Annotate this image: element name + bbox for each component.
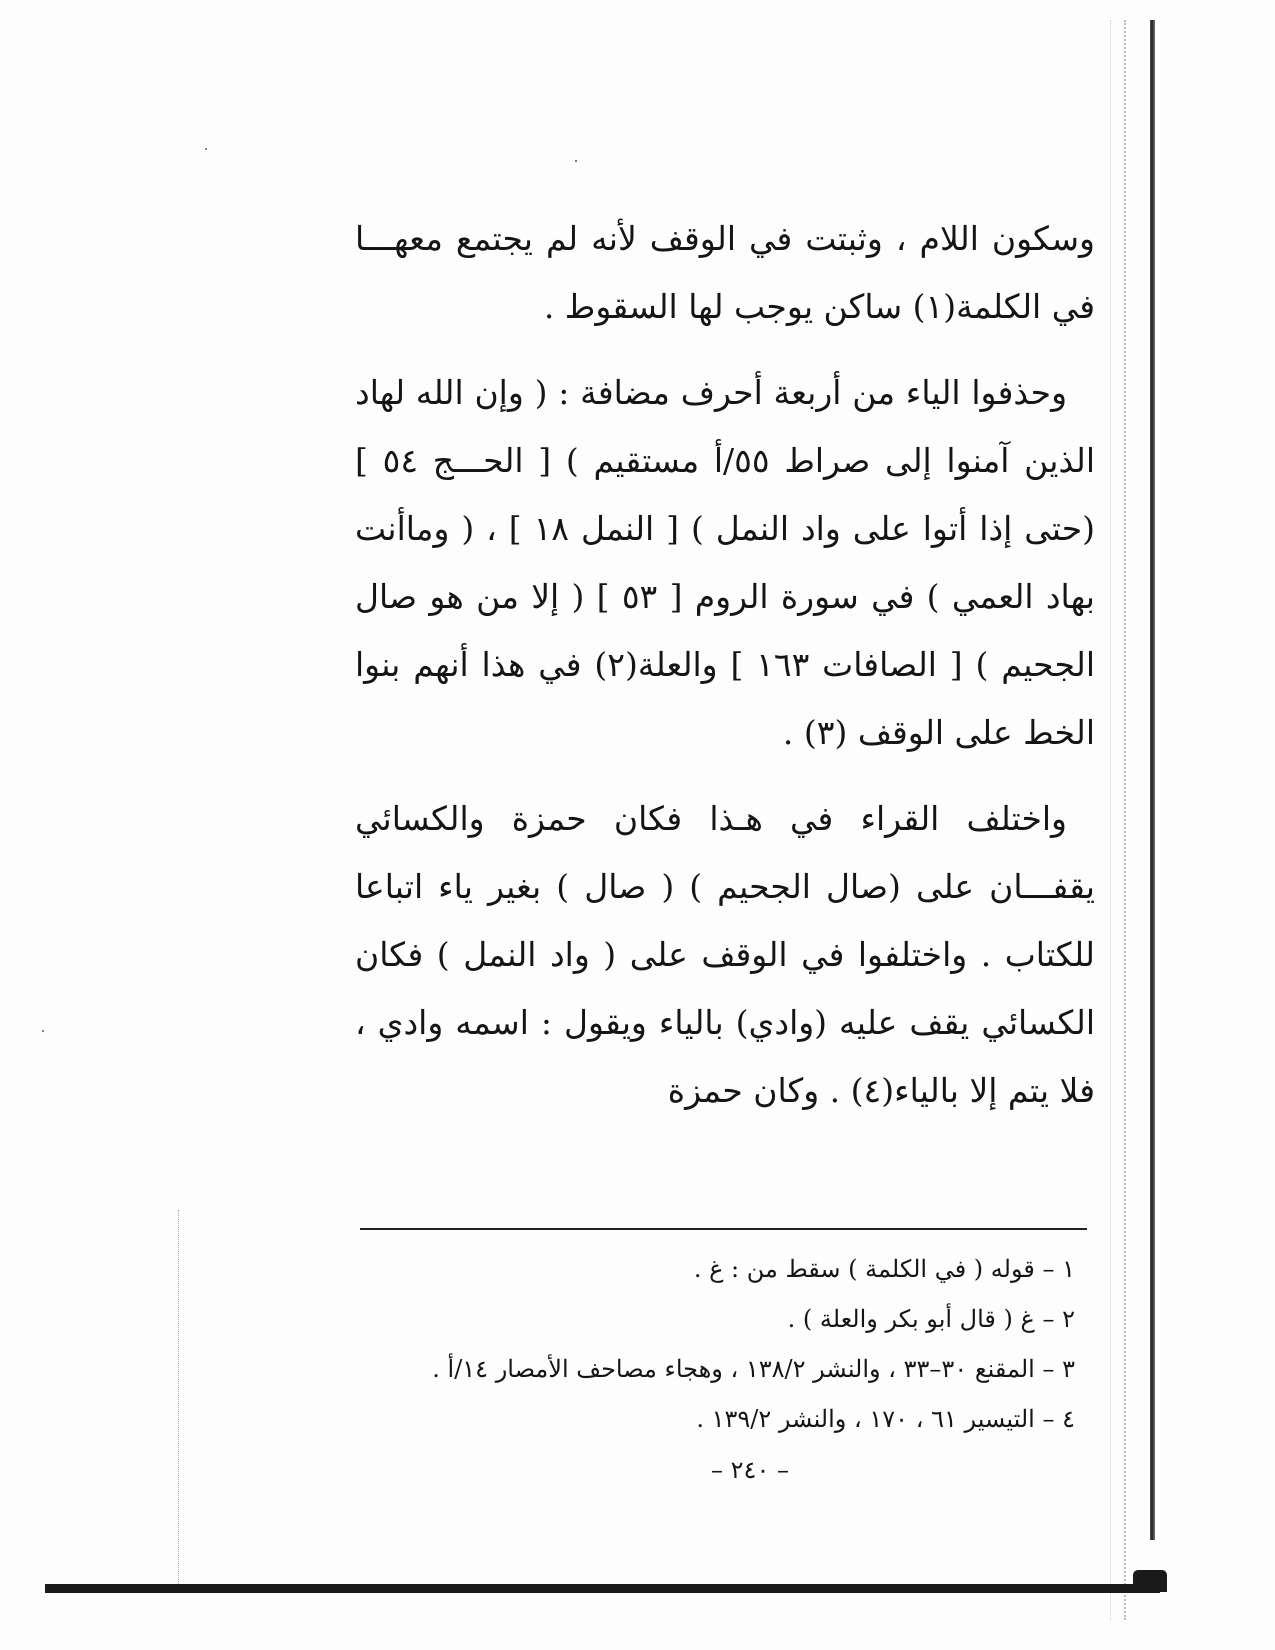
scan-speck bbox=[575, 160, 577, 162]
paragraph-2: وحذفوا الياء من أربعة أحرف مضافة : ( وإن الله لهاد الذين آمنوا إلى صراط ٥٥/أ مستقيم ) [ الحـــج ٥٤ ] (حتى إذا أتوا على واد النمل ) [ النمل ١٨ ] ، ( وماأنت بهاد العمي ) في سورة الروم [ ٥٣ ] ( إلا من هو صال الجحيم ) [ الصافات ١٦٣ ] والعلة(٢) في هذا أنهم بنوا الخط على الوقف (٣) . bbox=[355, 373, 1095, 752]
footnote-1: ١ – قوله ( في الكلمة ) سقط من : غ . bbox=[693, 1255, 1075, 1283]
footnote-4: ٤ – التيسير ٦١ ، ١٧٠ ، والنشر ١٣٩/٢ . bbox=[696, 1405, 1075, 1433]
body-text bbox=[355, 205, 1095, 1125]
scan-edge-noise-inner bbox=[1110, 20, 1112, 1620]
paragraph-3: واختلف القراء في هـذا فكان حمزة والكسائي يقفـــان على (صال الجحيم ) ( صال ) بغير ياء اتباعا للكتاب . واختلفوا في الوقف على ( واد النمل ) فكان الكسائي يقف عليه (وادي) بالياء ويقول : اسمه وادي ، فلا يتم إلا بالياء(٤) . وكان حمزة bbox=[355, 799, 1095, 1110]
footnote-2: ٢ – غ ( قال أبو بكر والعلة ) . bbox=[787, 1305, 1075, 1333]
scan-bottom-edge bbox=[45, 1584, 1160, 1593]
footnote-3: ٣ – المقنع ٣٠–٣٣ ، والنشر ١٣٨/٢ ، وهجاء مصاحف الأمصار ١٤/أ . bbox=[432, 1355, 1075, 1383]
book-binding-shadow bbox=[1150, 20, 1155, 1540]
footnote-separator bbox=[360, 1228, 1087, 1230]
scan-edge-noise bbox=[1124, 20, 1127, 1620]
page-number: – ٢٤٠ – bbox=[711, 1456, 789, 1484]
scan-speck bbox=[42, 1030, 44, 1032]
paragraph-1: وسكون اللام ، وثبتت في الوقف لأنه لم يجتمع معهـــا في الكلمة(١) ساكن يوجب لها السقوط . bbox=[355, 219, 1095, 326]
scan-speck bbox=[205, 148, 207, 150]
scan-left-noise bbox=[178, 1210, 180, 1590]
footnotes bbox=[360, 1244, 1075, 1444]
scan-bottom-corner bbox=[1133, 1570, 1167, 1592]
